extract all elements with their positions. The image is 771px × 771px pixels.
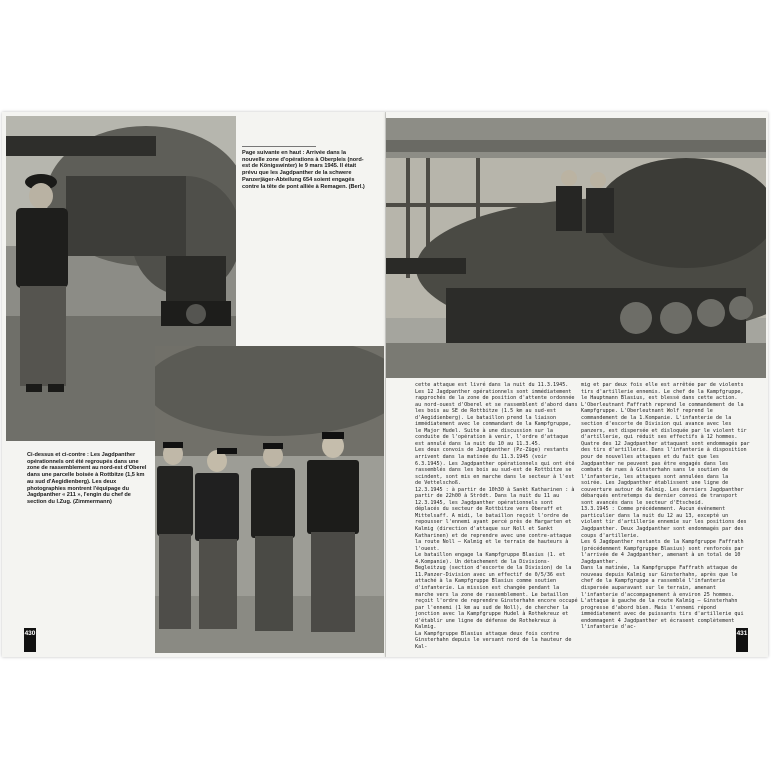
paragraph: cette attaque est livré dans la nuit du 11.3.1945. [415, 382, 569, 388]
caption-text: Page suivante en haut : Arrivée dans la nouvelle zone d'opérations à Oberpleis (nord-est de Königswinter) le 9 mars 1945. Il était prévu que les Jagdpanther de la schwere Panzerjäger-Abteilung 654 soient engagés contre la tête de pont alliée à Remagen. (Berl.) [242, 150, 365, 190]
caption-crew-photos [27, 452, 152, 506]
page-number-text: 431 [736, 630, 748, 637]
paragraph: 13.3.1945 : Comme précédemment. Aucun événement particulier dans la nuit du 12 au 13, excepté un violent tir d'artillerie ennemie sur les positions des Jagdpanther. Deux Jagdpanther sont endommagés par des coups d'artillerie. [581, 506, 750, 539]
paragraph: 12.3.1945 : à partir de 10h30 à Sankt Katharinen : à partir de 22h00 à Strödt. Dans la nuit du 11 au 12.3.1945, les Jagdpanther opérationnels sont déplacés du secteur de Rottbitze vers Oberaff et Mittelsaff. A midi, le bataillon reçoit l'ordre de repousser l'ennemi ayant percé près de Hargarten et Kalmig (direction d'attaque sur Noll et Sankt Katharinen) et de reprendre avec une contre-attaque la route Noll – Kalmig et le terrain de hauteurs à l'ouest. [415, 486, 578, 552]
page-number-text: 430 [24, 630, 36, 637]
paragraph: Dans la matinée, la Kampfgruppe Faffrath attaque de nouveau depuis Kalmig sur Ginsterhahn, après que le chef de la Kampfgruppe a rassemblé l'infanterie dispersée auparavant sur le terrain, amenant l'infanterie d'accompagnement à environ 25 hommes. L'attaque à gauche de la route Kalmig – Ginsterhahn progresse d'abord bien. Mais l'ennemi répond immédiatement avec de puissants tirs d'artillerie qui endommagent 4 Jagdpanther et écrasent complètement l'infanterie d'ac- [581, 565, 747, 631]
paragraph: mig et par deux fois elle est arrêtée par de violents tirs d'artillerie ennemis. Le chef de la Kampfgruppe, le Hauptmann Blasius, est blessé dans cette action. L'Oberleutnant Faffrath reprend le commandement de la Kampfgruppe. L'Oberleutnant Wolf reprend le commandement de la 1.Kompanie. L'infanterie de la section d'escorte de Division qui avance avec les panzers, est dispersée et disloquée par le violent tir d'artillerie, qui réduit ses effectifs à 12 hommes. Quatre des 12 Jagdpanther attaquant sont endommagés par des tirs d'artillerie. Dans l'infanterie à disposition pour de nouvelles attaques et du fait que les Jagdpanther ne peuvent pas être engagés dans les combats de rues à Ginsterhahn sans le soutien de l'infanterie, les attaques sont annulées dans la soirée. Les Jagdpanther établissent une ligne de couverture autour de Kalmig. Les derniers Jagdpanther débarqués entretemps du dernier convoi de transport sont avancés dans le secteur d'Etscheid. [581, 382, 753, 506]
caption-rule [242, 146, 316, 147]
left-page [2, 112, 386, 657]
photo-jagdpanther-crew-group [155, 346, 384, 653]
text-column-left [415, 382, 579, 650]
caption-next-page-top [242, 146, 366, 190]
paragraph: Les deux convois de Jagdpanther (Pz-Züge) restants arrivent dans la matinée du 11.3.1945 (voir 6.3.1945). Les Jagdpanther opérationnels qui ont été rassemblés dans les bois au sud-est de Rottbitze se scindent, sont mis en marche dans le secteur à l'est de Vettelschoß. [415, 447, 578, 487]
paragraph: La Kampfgruppe Blasius attaque deux fois contre Ginsterhahn depuis le versant nord de la hauteur de Kal- [415, 630, 575, 650]
right-page [386, 112, 768, 657]
page-number-right [736, 628, 748, 652]
photo-jagdpanther-arrival-oberpleis [386, 118, 766, 378]
page-number-left [24, 628, 36, 652]
paragraph: Le bataillon engage la Kampfgruppe Blasius (1. et 4.Kompanie). Un détachement de la Divisions-Begleitzug (section d'escorte de la Division) de la 11.Panzer-Division avec un effectif de 0/5/36 est attaché à la Kampfgruppe Blasius comme soutien d'infanterie. La mission est changée pendant la marche vers la zone de rassemblement. Le bataillon reçoit l'ordre de reprendre Ginsterhahn encore occupé par l'ennemi (1 km au sud de Noll), de chercher la jonction avec la Kampfgruppe Hudel à Rothekreuz et d'établir une ligne de défense de Rothekreuz à Kalmig. [415, 552, 581, 631]
paragraph: Les 6 Jagdpanther restants de la Kampfgruppe Faffrath (précédemment Kampfgruppe Blasius) sont renforcés par l'arrivée de 4 Jagdpanther, amenant à un total de 10 Jagdpanther. [581, 539, 747, 565]
text-column-right [581, 382, 751, 631]
caption-text: Ci-dessus et ci-contre : Les Jagdpanther opérationnels ont été regroupés dans une zone de rassemblement au nord-est d'Oberel dans une parcelle boisée à Rottbitze (1,5 km au sud d'Aegidienberg). Les deux photographies montrent l'équipage du Jagdpanther « 211 », l'engin du chef de section du I.Zug. (Zimmermann) [27, 452, 147, 505]
paragraph: Les 12 Jagdpanther opérationnels sont immédiatement rapprochés de la zone de position d'attente ordonnée au nord-ouest d'Oberel et se rassemblent d'abord dans les bois au SE de Rottbitze (1.5 km au sud-est d'Aegidienberg). Le bataillon prend la liaison immédiatement avec le commandant de la Kampfgruppe, le Major Hudel. Suite à une discussion sur la conduite de l'opération à venir, l'ordre d'attaque est annulé dans la nuit du 10 au 11.3.45. [415, 388, 581, 447]
